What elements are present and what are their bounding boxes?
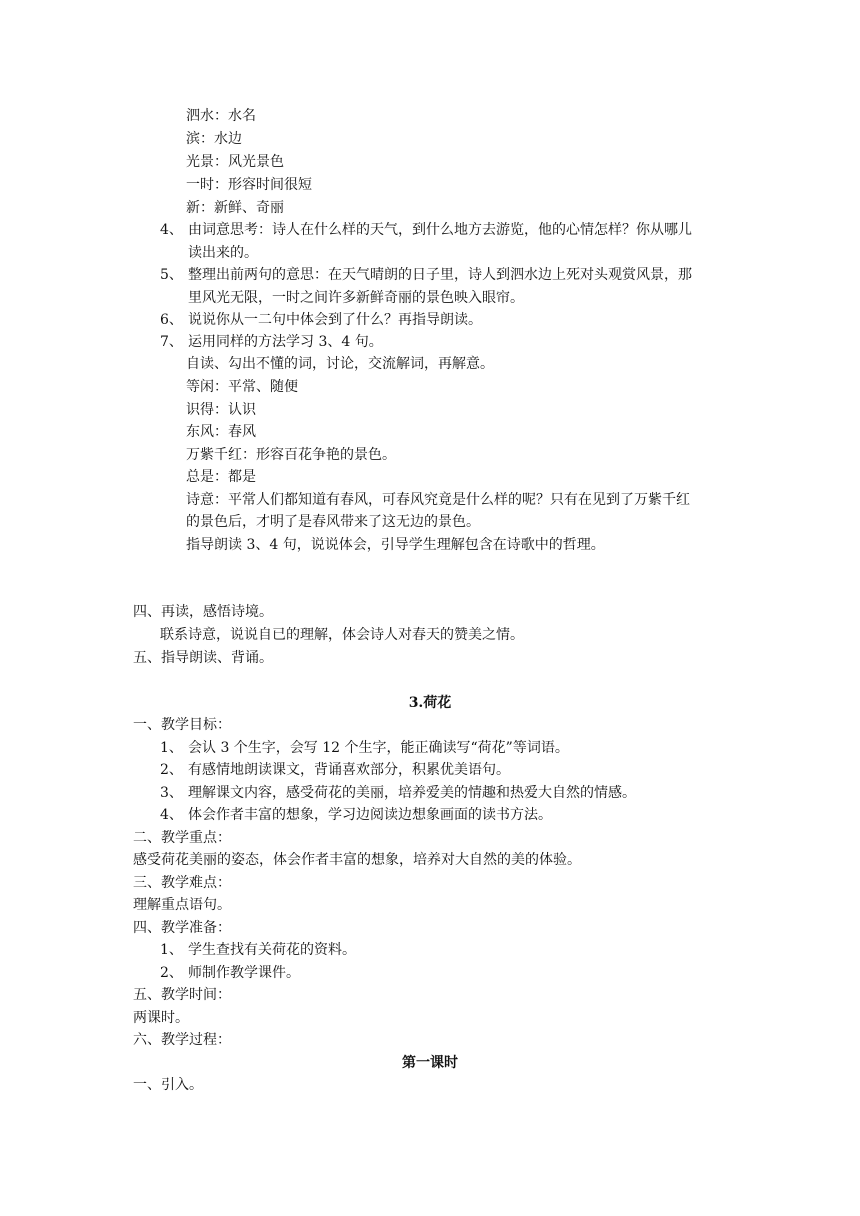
- word-definition: 总是：都是: [186, 469, 256, 485]
- list-number: 1、: [160, 740, 183, 756]
- list-text-continued: 里风光无限，一时之间许多新鲜奇丽的景色映入眼帘。: [188, 290, 524, 306]
- section-heading: 五、指导朗读、背诵。: [133, 650, 273, 666]
- paragraph: 自读、勾出不懂的词，讨论，交流解词，再解意。: [186, 356, 494, 372]
- list-item: [160, 309, 482, 331]
- list-text: 师制作教学课件。: [188, 965, 300, 981]
- section-heading: 二、教学重点：: [133, 830, 231, 846]
- list-number: 1、: [160, 942, 183, 958]
- section-heading: 六、教学过程：: [133, 1032, 231, 1048]
- list-text: 由词意思考：诗人在什么样的天气，到什么地方去游览，他的心情怎样？你从哪儿: [188, 222, 692, 238]
- list-number: 6、: [160, 312, 183, 328]
- word-definition: 光景：风光景色: [186, 154, 284, 170]
- word-definition: 万紫千红：形容百花争艳的景色。: [186, 447, 396, 463]
- list-number: 4、: [160, 807, 183, 823]
- list-text: 理解课文内容，感受荷花的美丽，培养爱美的情趣和热爱大自然的情感。: [188, 785, 636, 801]
- list-text: 运用同样的方法学习 3、4 句。: [188, 334, 383, 350]
- list-number: 3、: [160, 785, 183, 801]
- word-definition: 东风：春风: [186, 424, 256, 440]
- word-definition: 泗水：水名: [186, 108, 256, 124]
- paragraph: 诗意：平常人们都知道有春风，可春风究竟是什么样的呢？只有在见到了万紫千红: [186, 492, 690, 508]
- list-text: 有感情地朗读课文，背诵喜欢部分，积累优美语句。: [188, 762, 510, 778]
- list-text: 会认 3 个生字，会写 12 个生字，能正确读写“荷花”等词语。: [188, 740, 569, 756]
- list-item: [160, 939, 356, 961]
- list-item: [160, 782, 636, 804]
- list-number: 4、: [160, 222, 183, 238]
- section-heading: 四、教学准备：: [133, 920, 231, 936]
- word-definition: 新：新鲜、奇丽: [186, 200, 284, 216]
- word-definition: 识得：认识: [186, 402, 256, 418]
- section-heading: 五、教学时间：: [133, 987, 231, 1003]
- list-number: 7、: [160, 334, 183, 350]
- list-text: 体会作者丰富的想象，学习边阅读边想象画面的读书方法。: [188, 807, 552, 823]
- list-number: 5、: [160, 267, 183, 283]
- word-definition: 等闲：平常、随便: [186, 379, 298, 395]
- word-definition: 一时：形容时间很短: [186, 177, 312, 193]
- list-item: [160, 804, 552, 826]
- paragraph: 两课时。: [133, 1010, 189, 1026]
- list-item: [160, 331, 383, 353]
- period-title: 第一课时: [402, 1055, 458, 1071]
- word-definition: 滨：水边: [186, 131, 242, 147]
- paragraph: 指导朗读 3、4 句，说说体会，引导学生理解包含在诗歌中的哲理。: [186, 537, 605, 553]
- paragraph: 感受荷花美丽的姿态，体会作者丰富的想象，培养对大自然的美的体验。: [133, 852, 581, 868]
- paragraph: 理解重点语句。: [133, 897, 231, 913]
- section-heading: 四、再读，感悟诗境。: [133, 604, 273, 620]
- paragraph: 联系诗意，说说自已的理解，体会诗人对春天的赞美之情。: [160, 627, 524, 643]
- list-item: [160, 737, 569, 759]
- paragraph: 的景色后，才明了是春风带来了这无边的景色。: [186, 514, 480, 530]
- list-text: 学生查找有关荷花的资料。: [188, 942, 356, 958]
- list-item: [160, 759, 510, 781]
- lesson-title: 3.荷花: [408, 695, 452, 711]
- section-heading: 三、教学难点：: [133, 875, 231, 891]
- list-item: [160, 962, 300, 984]
- section-heading: 一、引入。: [133, 1077, 203, 1093]
- list-item: [160, 219, 692, 241]
- list-number: 2、: [160, 762, 183, 778]
- list-number: 2、: [160, 965, 183, 981]
- section-heading: 一、教学目标：: [133, 717, 231, 733]
- list-text: 说说你从一二句中体会到了什么？再指导朗读。: [188, 312, 482, 328]
- list-item: [160, 264, 692, 286]
- list-text-continued: 读出来的。: [188, 245, 258, 261]
- list-text: 整理出前两句的意思：在天气晴朗的日子里，诗人到泗水边上死对头观赏风景，那: [188, 267, 692, 283]
